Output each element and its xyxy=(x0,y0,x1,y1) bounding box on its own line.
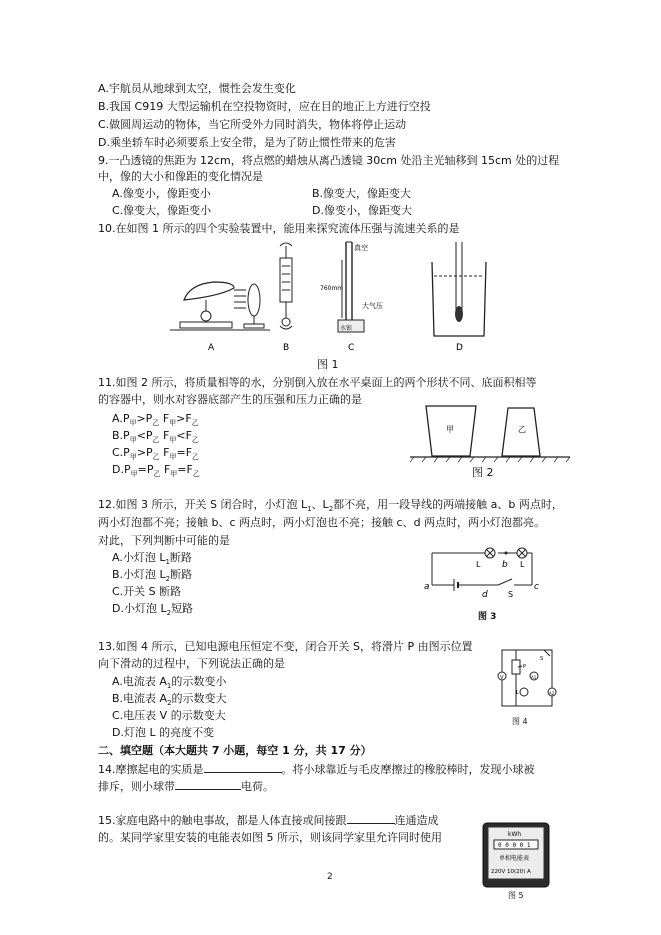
q11-option-d: $D.P_甲=P_乙$ $F_甲=F_乙$ xyxy=(112,463,200,479)
meter-name: 单相电能表 xyxy=(499,855,530,862)
q8-option-b: B.我国 C919 大型运输机在空投物资时，应在目的地正上方进行空投 xyxy=(98,100,431,113)
q11-option-a: $A.P_甲>P_乙$ $F_甲>F_乙$ xyxy=(112,412,199,428)
section-2-heading: 二、填空题（本大题共 7 小题，每空 1 分，共 17 分） xyxy=(98,744,372,757)
figure-5-meter xyxy=(482,822,550,888)
q9-option-a: A.像变小，像距变小 xyxy=(112,187,211,200)
figure-3-label-c: c xyxy=(534,582,539,592)
figure-3-label-d: d xyxy=(482,590,488,600)
figure-2-caption: 图 2 xyxy=(472,466,494,479)
lamp-l xyxy=(520,688,528,696)
page-number: 2 xyxy=(327,872,333,882)
figure-3-label-b: b xyxy=(502,560,508,570)
q11-option-c: $C.P_甲>P_乙$ $F_甲=F_乙$ xyxy=(112,446,200,462)
figure-4-label-l: L xyxy=(516,690,519,696)
q9-option-d: D.像变小，像距变大 xyxy=(312,204,412,217)
q12-option-a: A.小灯泡 $L_1$断路 xyxy=(112,551,192,567)
q9-stem-line1: 9.一凸透镜的焦距为 12cm，将点燃的蜡烛从离凸透镜 30cm 处沿主光轴移到 15cm 处的过程 xyxy=(98,154,560,167)
q11-option-b: $B.P_甲<P_乙$ $F_甲<F_乙$ xyxy=(112,429,199,445)
q12-stem-line2: 两小灯泡都不亮；接触 b、c 两点时，两小灯泡也不亮；接触 c、d 两点时，两小灯泡都亮。 xyxy=(98,516,546,529)
q8-option-d: D.乘坐轿车时必须要系上安全带，是为了防止惯性带来的危害 xyxy=(98,136,396,149)
q10-stem: 10.在如图 1 所示的四个实验装置中，能用来探究流体压强与流速关系的是 xyxy=(98,222,460,235)
switch-s xyxy=(498,579,512,585)
q8-option-c: C.做圆周运动的物体，当它所受外力同时消失，物体将停止运动 xyxy=(98,118,407,131)
meter-unit: kWh xyxy=(508,831,522,838)
q13-option-a: A.电流表 $A_1$的示数变小 xyxy=(112,675,227,691)
figure-3-label-s: S xyxy=(508,590,514,599)
q14-line2: 排斥，则小球带 电荷。 xyxy=(98,780,274,793)
figure-3-caption: 图 3 xyxy=(478,612,497,622)
figure-1-apparatus-b xyxy=(280,243,292,329)
figure-4 xyxy=(492,646,560,714)
figure-4-label-a2: A2 xyxy=(549,691,555,696)
figure-2-label-jia: 甲 xyxy=(446,425,454,434)
figure-4-label-p: P xyxy=(523,664,527,670)
q11-stem-line1: 11.如图 2 所示，将质量相等的水，分别倒入放在水平桌面上的两个形状不同、底面积相等 xyxy=(98,376,537,389)
figure-1-apparatus-d xyxy=(432,242,486,336)
q12-option-d: D.小灯泡 $L_2$短路 xyxy=(112,602,194,618)
q14-blank-2[interactable] xyxy=(175,779,241,790)
figure-1-vacuum-label: 真空 xyxy=(354,244,368,252)
q13-stem-line1: 13.如图 4 所示，已知电源电压恒定不变，闭合开关 S，将滑片 P 由图示位置 xyxy=(98,640,473,653)
switch-s xyxy=(544,650,550,656)
figure-1-label-c: C xyxy=(348,343,355,353)
figure-1-caption: 图 1 xyxy=(317,358,339,371)
figure-2-label-yi: 乙 xyxy=(518,425,526,434)
figure-1-label-a: A xyxy=(208,343,215,353)
figure-1-apparatus-a xyxy=(170,282,270,330)
q12-option-c: C.开关 S 断路 xyxy=(112,585,182,598)
figure-4-label-s: S xyxy=(540,656,544,662)
figure-1-label-b: B xyxy=(283,343,290,353)
q15-line1: 15.家庭电路中的触电事故，都是人体直接或间接跟 连通造成 xyxy=(98,814,439,827)
q13-stem-line2: 向下滑动的过程中，下列说法正确的是 xyxy=(98,657,285,670)
meter-reading: 0 0 0 0 1 xyxy=(498,842,531,849)
figure-1-air-pressure-label: 大气压 xyxy=(362,302,383,310)
q8-option-a: A.宇航员从地球到太空，惯性会发生变化 xyxy=(98,82,296,95)
figure-3-label-a: a xyxy=(424,582,430,592)
figure-2 xyxy=(410,398,576,462)
q12-option-b: B.小灯泡 $L_2$断路 xyxy=(112,568,193,584)
figure-3-label-l1: L xyxy=(476,560,481,569)
figure-3-label-l2: L xyxy=(520,560,525,569)
figure-4-label-a1: A1 xyxy=(531,675,537,680)
meter-spec: 220V 10(20) A xyxy=(491,869,531,875)
figure-1-mercury-label: 水银 xyxy=(340,325,353,332)
q15-line2: 的。某同学家里安装的电能表如图 5 所示，则该同学家里允许同时使用 xyxy=(98,831,442,844)
figure-1 xyxy=(170,238,490,356)
figure-1-label-d: D xyxy=(456,343,463,353)
q14-blank-1[interactable] xyxy=(204,762,282,773)
q12-stem-line1: 12.如图 3 所示，开关 S 闭合时，小灯泡 $L_1$、$L_2$都不亮，用一段导线的两端接触 a、b 两点时， xyxy=(98,498,563,514)
q12-stem-line3: 对此，下列判断中可能的是 xyxy=(98,534,230,547)
q13-option-d: D.灯泡 L 的亮度不变 xyxy=(112,726,215,739)
figure-4-caption: 图 4 xyxy=(512,717,528,726)
q14-line1: 14.摩擦起电的实质是 。将小球靠近与毛皮摩擦过的橡胶棒时，发现小球被 xyxy=(98,763,535,776)
q9-option-c: C.像变大，像距变小 xyxy=(112,204,212,217)
q9-option-b: B.像变大，像距变大 xyxy=(312,187,412,200)
q9-stem-line2: 中，像的大小和像距的变化情况是 xyxy=(98,170,263,183)
q15-blank-1[interactable] xyxy=(347,813,395,824)
figure-4-label-v: V xyxy=(500,675,504,681)
q13-option-b: B.电流表 $A_2$的示数变大 xyxy=(112,692,227,708)
q11-stem-line2: 的容器中，则水对容器底部产生的压强和压力正确的是 xyxy=(98,393,362,406)
q13-option-c: C.电压表 V 的示数变大 xyxy=(112,709,226,722)
figure-1-760mm-label: 760mm xyxy=(320,285,344,292)
figure-3 xyxy=(424,545,540,607)
figure-5-caption: 图 5 xyxy=(508,891,524,900)
